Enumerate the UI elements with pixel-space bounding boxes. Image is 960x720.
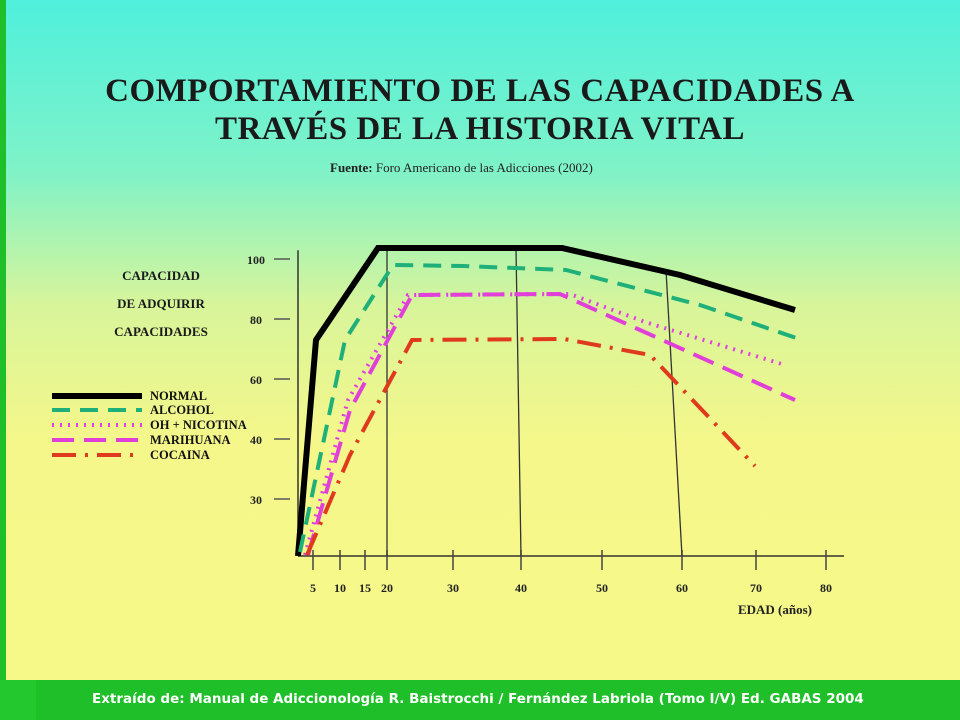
footer-accent-box [0, 680, 36, 720]
x-tick-label: 30 [447, 581, 459, 595]
series-line-oh-nicotina [305, 294, 785, 555]
y-tick-label: 100 [247, 253, 265, 267]
series-line-cocaina [307, 339, 755, 555]
source-text: Foro Americano de las Adicciones (2002) [375, 160, 593, 175]
y-tick-label: 30 [250, 493, 262, 507]
x-tick-label: 50 [596, 581, 608, 595]
chart-guide-line [666, 270, 682, 556]
series-line-marihuana [308, 294, 795, 555]
x-tick-label: 60 [676, 581, 688, 595]
title-line-1: COMPORTAMIENTO DE LAS CAPACIDADES A [105, 73, 855, 109]
legend-label: COCAINA [150, 448, 210, 462]
chart-axes [247, 248, 844, 617]
x-tick-label: 40 [515, 581, 527, 595]
y-tick-label: 80 [250, 313, 262, 327]
legend-label: ALCOHOL [150, 403, 214, 417]
x-tick-label: 10 [334, 581, 346, 595]
y-tick-label: 60 [250, 373, 262, 387]
title-line-2: TRAVÉS DE LA HISTORIA VITAL [214, 111, 746, 147]
chart-legend [52, 389, 247, 462]
legend-label: NORMAL [150, 389, 207, 403]
legend-label: OH + NICOTINA [150, 418, 247, 432]
x-tick-label: 80 [820, 581, 832, 595]
y-axis-label-line-3: CAPACIDADES [114, 324, 208, 339]
x-tick-label: 5 [310, 581, 316, 595]
x-axis-title: EDAD (años) [737, 602, 813, 617]
x-tick-label: 20 [381, 581, 393, 595]
y-axis-label-line-2: DE ADQUIRIR [117, 296, 205, 311]
legend-label: MARIHUANA [150, 433, 231, 447]
source-label: Fuente: [330, 160, 373, 175]
y-axis-label-line-1: CAPACIDAD [122, 268, 200, 283]
footer-bar [0, 680, 960, 720]
series-line-alcohol [300, 265, 802, 552]
y-tick-label: 40 [250, 433, 262, 447]
footer-citation: Extraído de: Manual de Adiccionología R. Baistrocchi / Fernández Labriola (Tomo I/V) Ed. GABAS 2004 [92, 691, 864, 707]
x-tick-label: 15 [359, 581, 371, 595]
chart-series-lines [298, 248, 802, 556]
x-tick-label: 70 [750, 581, 762, 595]
